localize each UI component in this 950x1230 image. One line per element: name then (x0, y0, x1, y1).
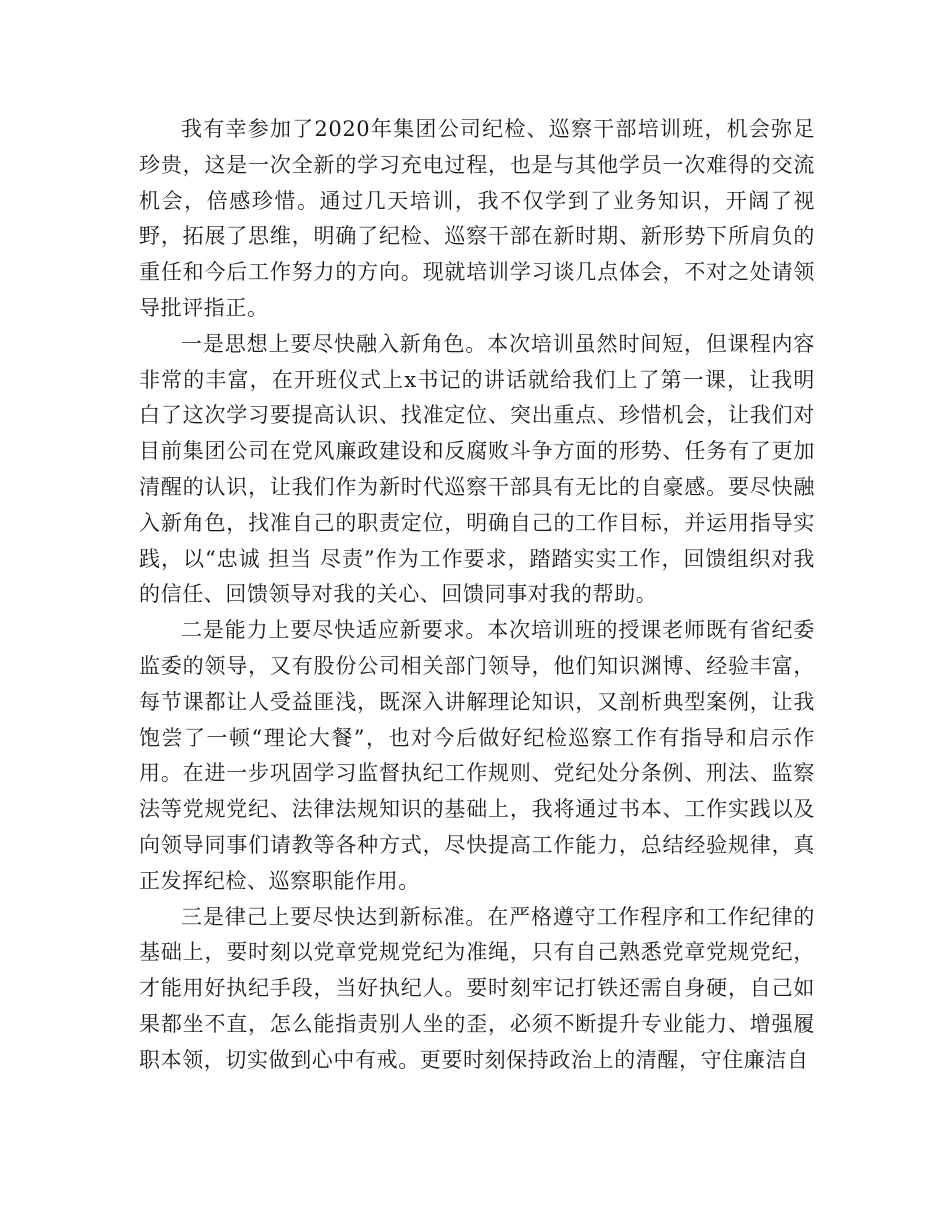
paragraph-point-two: 二是能力上要尽快适应新要求。本次培训班的授课老师既有省纪委监委的领导，又有股份公司相关部门领导，他们知识渊博、经验丰富，每节课都让人受益匪浅，既深入讲解理论知识，又剖析典型案例，让我饱尝了一顿“理论大餐”，也对今后做好纪检巡察工作有指导和启示作用。在进一步巩固学习监督执纪工作规则、党纪处分条例、刑法、监察法等党规党纪、法律法规知识的基础上，我将通过书本、工作实践以及向领导同事们请教等各种方式，尽快提高工作能力，总结经验规律，真正发挥纪检、巡察职能作用。 (139, 618, 815, 893)
paragraph-intro: 我有幸参加了2020年集团公司纪检、巡察干部培训班，机会弥足珍贵，这是一次全新的学习充电过程，也是与其他学员一次难得的交流机会，倍感珍惜。通过几天培训，我不仅学到了业务知识，开阔了视野，拓展了思维，明确了纪检、巡察干部在新时期、新形势下所肩负的重任和今后工作努力的方向。现就培训学习谈几点体会，不对之处请领导批评指正。 (139, 117, 815, 320)
paragraph-point-one: 一是思想上要尽快融入新角色。本次培训虽然时间短，但课程内容非常的丰富，在开班仪式上x书记的讲话就给我们上了第一课，让我明白了这次学习要提高认识、找准定位、突出重点、珍惜机会，让我们对目前集团公司在党风廉政建设和反腐败斗争方面的形势、任务有了更加清醒的认识，让我们作为新时代巡察干部具有无比的自豪感。要尽快融入新角色，找准自己的职责定位，明确自己的工作目标，并运用指导实践，以“忠诚 担当 尽责”作为工作要求，踏踏实实工作，回馈组织对我的信任、回馈领导对我的关心、回馈同事对我的帮助。 (139, 331, 815, 607)
document-body (139, 112, 815, 1079)
paragraph-point-three: 三是律己上要尽快达到新标准。在严格遵守工作程序和工作纪律的基础上，要时刻以党章党规党纪为准绳，只有自己熟悉党章党规党纪，才能用好执纪手段，当好执纪人。要时刻牢记打铁还需自身硬，自己如果都坐不直，怎么能指责别人坐的歪，必须不断提升专业能力、增强履职本领，切实做到心中有戒。更要时刻保持政治上的清醒，守住廉洁自 (139, 904, 815, 1072)
